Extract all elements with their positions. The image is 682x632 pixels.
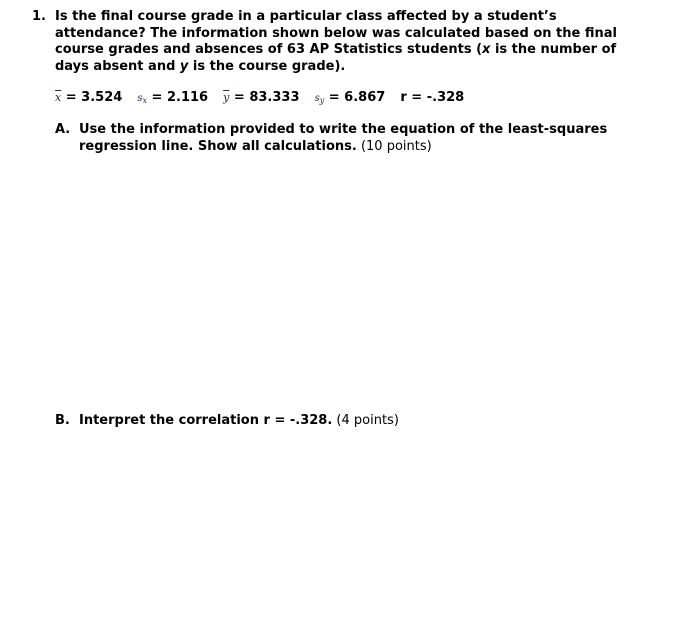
question-line-3-mid: is the number of [490,42,617,57]
question-line-3: course grades and absences of 63 AP Statistics students ( [55,42,483,57]
question-line-4-end: is the course grade). [188,58,346,74]
question-line-4-start: days absent and [55,58,180,74]
y-variable: y [179,58,189,74]
question-number: 1. [32,9,46,24]
part-a-line-2: regression line. Show all calculations. [79,138,357,154]
part-b-points: (4 points) [332,413,399,428]
part-a-points: (10 points) [356,138,432,154]
sy-value: = 6.867 [328,90,386,105]
correlation-value: r = -.328 [400,90,465,105]
y-bar-symbol: $\overline{y}$ [223,91,230,104]
part-a-line-1: Use the information provided to write the equation of the least-squares [79,122,608,137]
question-line-1: Is the final course grade in a particular class affected by a student’s [55,9,557,24]
sy-symbol: $s_y$ [314,93,325,105]
question-line-2: attendance? The information shown below was calculated based on the final [55,25,617,41]
sx-value: = 2.116 [151,90,209,105]
x-bar-symbol: $\overline{x}$ [55,91,62,104]
sx-symbol: $s_x$ [137,93,148,105]
x-variable: x [482,42,491,57]
part-a-label: A. [55,122,71,137]
part-b-text: Interpret the correlation r = -.328. [79,413,333,428]
part-a [55,122,655,155]
part-b-label: B. [55,413,70,428]
part-b [55,413,399,428]
summary-statistics [55,90,464,105]
x-bar-value: = 3.524 [65,90,123,105]
question-text [55,9,655,75]
y-bar-value: = 83.333 [233,90,300,105]
